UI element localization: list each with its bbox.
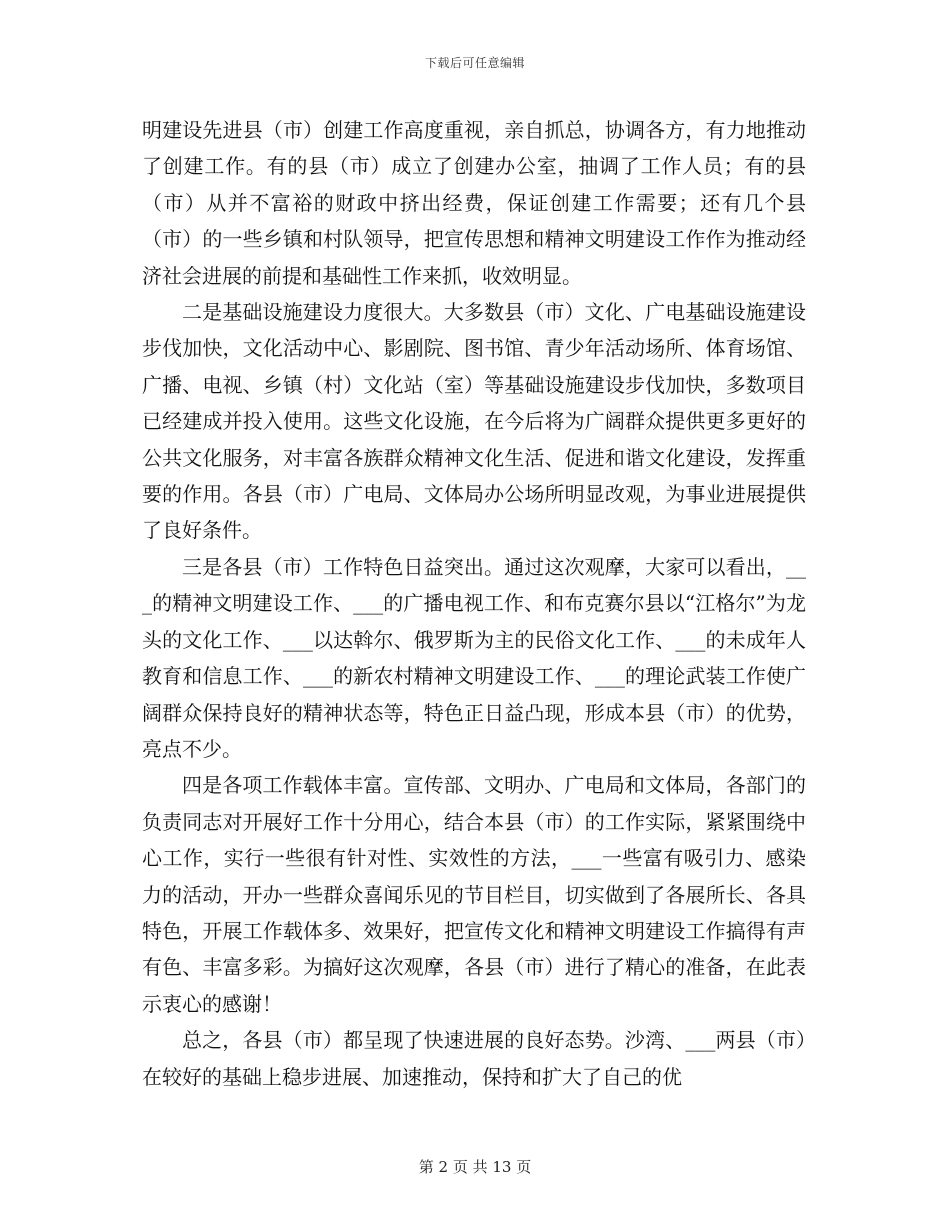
paragraph-continuation: 明建设先进县（市）创建工作高度重视，亲自抓总，协调各方，有力地推动了创建工作。有的县（市）成立了创建办公室，抽调了工作人员；有的县（市）从并不富裕的财政中挤出经费，保证创建工作需要；还有几个县（市）的一些乡镇和村队领导，把宣传思想和精神文明建设工作作为推动经济社会进展的前提和基础性工作来抓，收效明显。 — [142, 118, 806, 288]
page-number: 第 2 页 共 13 页 — [418, 1158, 532, 1176]
page-header-note: 下载后可任意编辑 — [424, 56, 525, 70]
document-body — [142, 112, 806, 1095]
paragraph-work-carriers: 四是各项工作载体丰富。宣传部、文明办、广电局和文体局，各部门的负责同志对开展好工作十分用心，结合本县（市）的工作实际，紧紧围绕中心工作，实行一些很有针对性、实效性的方法，___一些富有吸引力、感染力的活动，开办一些群众喜闻乐见的节目栏目，切实做到了各展所长、各具特色，开展工作载体多、效果好，把宣传文化和精神文明建设工作搞得有声有色、丰富多彩。为搞好这次观摩，各县（市）进行了精心的准备，在此表示衷心的感谢！ — [142, 773, 806, 1016]
paragraph-infrastructure: 二是基础设施建设力度很大。大多数县（市）文化、广电基础设施建设步伐加快，文化活动中心、影剧院、图书馆、青少年活动场所、体育场馆、广播、电视、乡镇（村）文化站（室）等基础设施建设步伐加快，多数项目已经建成并投入使用。这些文化设施，在今后将为广阔群众提供更多更好的公共文化服务，对丰富各族群众精神文化生活、促进和谐文化建设，发挥重要的作用。各县（市）广电局、文体局办公场所明显改观，为事业进展提供了良好条件。 — [142, 300, 806, 543]
paragraph-summary: 总之，各县（市）都呈现了快速进展的良好态势。沙湾、___两县（市）在较好的基础上稳步进展、加速推动，保持和扩大了自己的优 — [142, 1028, 806, 1089]
paragraph-work-features: 三是各县（市）工作特色日益突出。通过这次观摩，大家可以看出，___的精神文明建设工作、___的广播电视工作、和布克赛尔县以“江格尔”为龙头的文化工作、___以达斡尔、俄罗斯为主的民俗文化工作、___的未成年人教育和信息工作、___的新农村精神文明建设工作、___的理论武装工作使广阔群众保持良好的精神状态等，特色正日益凸现，形成本县（市）的优势，亮点不少。 — [142, 554, 806, 761]
